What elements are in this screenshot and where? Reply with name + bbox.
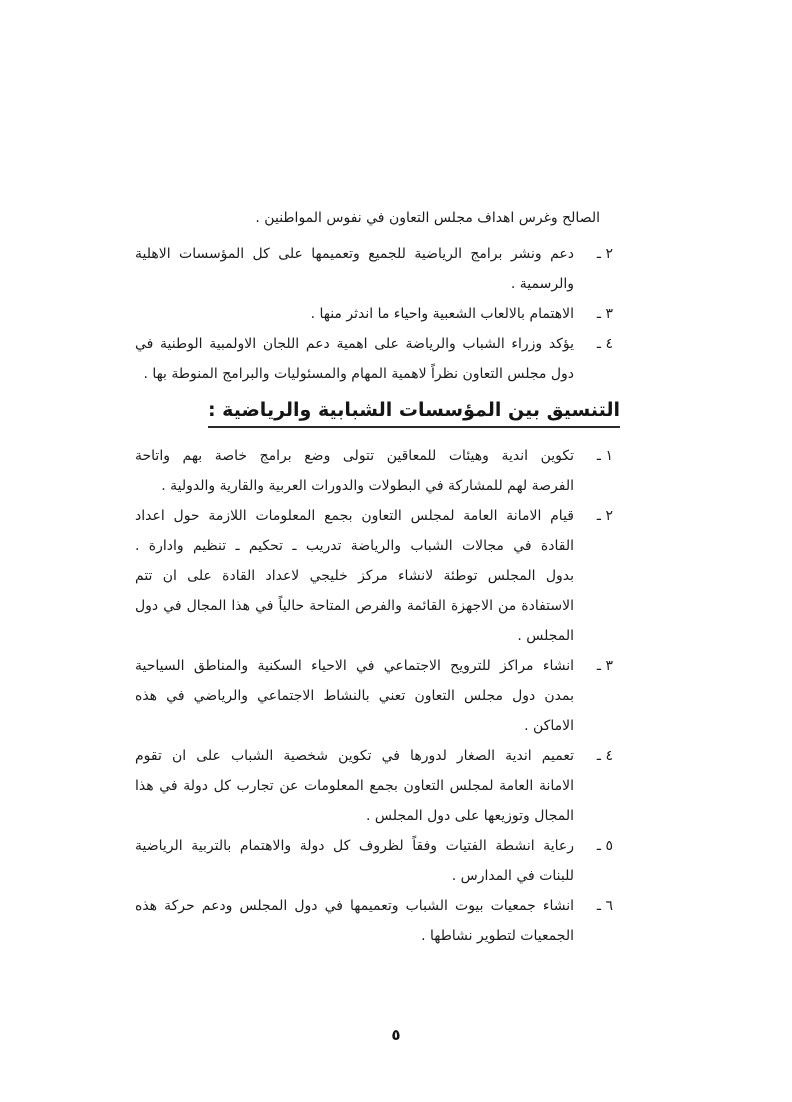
item-body	[135, 441, 574, 501]
item-number: ٦ ـ	[596, 898, 613, 914]
section-heading-row	[135, 397, 620, 428]
list-item	[135, 299, 613, 329]
item-number: ٤ ـ	[596, 748, 613, 764]
item-line: الاماكن .	[524, 718, 574, 734]
item-line: بدول المجلس توطئة لانشاء مركز خليجي لاعداد القادة على ان تتم	[135, 568, 574, 584]
item-body	[135, 501, 574, 651]
list-item	[135, 651, 613, 741]
item-body	[135, 831, 574, 891]
item-line: الامانة العامة لمجلس التعاون بجمع المعلومات عن تجارب كل دولة في هذا	[135, 778, 574, 794]
item-number: ٥ ـ	[596, 838, 613, 854]
item-body	[135, 741, 574, 831]
page-number: ٥	[391, 1026, 401, 1044]
item-line: المجلس .	[517, 628, 574, 644]
item-line: المجال وتوزيعها على دول المجلس .	[365, 808, 574, 824]
text-block	[135, 203, 620, 951]
item-body	[135, 891, 574, 951]
item-line: الجمعيات لتطوير نشاطها .	[421, 928, 574, 944]
item-line: الفرصة لهم للمشاركة في البطولات والدورات العربية والقارية والدولية .	[161, 478, 574, 494]
item-number: ٢ ـ	[596, 246, 613, 262]
objectives-list	[135, 239, 613, 389]
item-line: للبنات في المدارس .	[451, 868, 574, 884]
list-item	[135, 329, 613, 389]
item-number: ٤ ـ	[596, 336, 613, 352]
item-number: ٣ ـ	[596, 658, 613, 674]
item-line: انشاء جمعيات بيوت الشباب وتعميمها في دول المجلس ودعم حركة هذه	[135, 898, 574, 914]
list-item	[135, 441, 613, 501]
item-line: والرسمية .	[510, 276, 574, 292]
list-item	[135, 831, 613, 891]
item-body	[135, 651, 574, 741]
list-item	[135, 239, 613, 299]
item-line: تعميم اندية الصغار لدورها في تكوين شخصية الشباب على ان تقوم	[135, 748, 574, 764]
list-item	[135, 891, 613, 951]
item-number: ١ ـ	[596, 448, 613, 464]
item-line: بمدن دول مجلس التعاون تعني بالنشاط الاجتماعي والرياضي في هذه	[135, 688, 574, 704]
item-line: انشاء مراكز للترويح الاجتماعي في الاحياء السكنية والمناطق السياحية	[135, 658, 574, 674]
item-line: الاهتمام بالالعاب الشعبية واحياء ما اندثر منها .	[310, 306, 574, 322]
item-body	[135, 299, 574, 329]
list-item	[135, 501, 613, 651]
list-item	[135, 741, 613, 831]
item-line: قيام الامانة العامة لمجلس التعاون بجمع المعلومات اللازمة حول اعداد	[135, 508, 574, 524]
item-line: يؤكد وزراء الشباب والرياضة على اهمية دعم اللجان الاولمبية الوطنية في	[135, 336, 574, 352]
item-line: القادة في مجالات الشباب والرياضة تدريب ـ تحكيم ـ تنظيم وادارة .	[135, 538, 574, 554]
item-line: الاستفادة من الاجهزة القائمة والفرص المتاحة حالياً في هذا المجال في دول	[135, 598, 574, 614]
item-line: تكوين اندية وهيئات للمعاقين تتولى وضع برامج خاصة بهم واتاحة	[135, 448, 574, 464]
item-body	[135, 329, 574, 389]
continuation-text: الصالح وغرس اهداف مجلس التعاون في نفوس المواطنين .	[255, 210, 600, 226]
item-number: ٢ ـ	[596, 508, 613, 524]
section-heading: التنسيق بين المؤسسات الشبابية والرياضية :	[208, 397, 620, 428]
item-line: دعم ونشر برامج الرياضية للجميع وتعميمها على كل المؤسسات الاهلية	[135, 246, 574, 262]
coordination-list	[135, 441, 613, 951]
item-line: دول مجلس التعاون نظراً لاهمية المهام والمسئوليات والبرامج المنوطة بها .	[143, 366, 574, 382]
item-body	[135, 239, 574, 299]
item-line: رعاية انشطة الفتيات وفقاً لظروف كل دولة والاهتمام بالتربية الرياضية	[135, 838, 574, 854]
item-number: ٣ ـ	[596, 306, 613, 322]
